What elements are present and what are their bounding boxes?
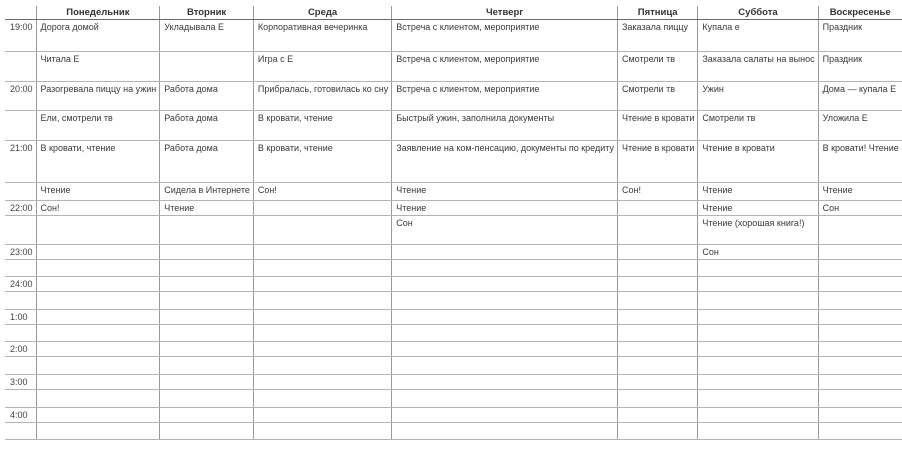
schedule-cell-tuesday [160,245,254,260]
time-cell: 24:00 [5,277,36,292]
table-row [5,375,902,390]
schedule-cell-sunday [818,423,902,440]
schedule-cell-tuesday [160,342,254,357]
schedule-cell-friday [617,375,697,390]
schedule-cell-friday [617,423,697,440]
schedule-cell-saturday [698,260,818,277]
schedule-cell-monday [36,310,160,325]
day-header-wednesday: Среда [253,6,391,20]
schedule-cell-tuesday: Сидела в Интернете [160,183,254,201]
table-row [5,82,902,111]
schedule-cell-sunday [818,277,902,292]
schedule-cell-friday [617,216,697,245]
schedule-cell-saturday [698,375,818,390]
schedule-cell-friday [617,201,697,216]
schedule-cell-tuesday [160,52,254,82]
table-row [5,357,902,375]
schedule-cell-monday [36,423,160,440]
schedule-cell-sunday: Сон [818,201,902,216]
schedule-cell-sunday [818,325,902,342]
schedule-cell-thursday: Чтение [392,201,618,216]
schedule-cell-saturday [698,357,818,375]
table-row [5,201,902,216]
schedule-cell-saturday: Чтение в кровати [698,141,818,183]
schedule-cell-thursday [392,260,618,277]
schedule-cell-sunday: Чтение [818,183,902,201]
time-cell [5,52,36,82]
schedule-cell-saturday [698,390,818,408]
schedule-cell-saturday [698,292,818,310]
schedule-cell-tuesday [160,375,254,390]
schedule-cell-thursday [392,423,618,440]
time-cell: 2:00 [5,342,36,357]
table-row [5,325,902,342]
schedule-cell-tuesday [160,310,254,325]
schedule-cell-thursday [392,390,618,408]
schedule-cell-wednesday [253,408,391,423]
schedule-cell-tuesday [160,357,254,375]
schedule-cell-wednesday [253,423,391,440]
schedule-cell-monday [36,342,160,357]
schedule-cell-monday [36,408,160,423]
table-row [5,141,902,183]
schedule-cell-saturday: Ужин [698,82,818,111]
schedule-cell-thursday [392,292,618,310]
schedule-cell-tuesday: Работа дома [160,111,254,141]
schedule-cell-thursday [392,325,618,342]
schedule-cell-saturday [698,310,818,325]
day-header-tuesday: Вторник [160,6,254,20]
table-row [5,408,902,423]
schedule-cell-monday [36,390,160,408]
schedule-cell-friday: Смотрели тв [617,82,697,111]
schedule-cell-monday [36,357,160,375]
schedule-cell-thursday: Быстрый ужин, заполнила документы [392,111,618,141]
schedule-cell-sunday [818,408,902,423]
schedule-cell-thursday: Встреча с клиентом, мероприятие [392,82,618,111]
time-cell: 1:00 [5,310,36,325]
schedule-cell-friday [617,342,697,357]
schedule-cell-thursday: Встреча с клиентом, мероприятие [392,52,618,82]
weekly-schedule-table [5,6,902,440]
table-row [5,277,902,292]
schedule-cell-friday [617,292,697,310]
schedule-cell-sunday [818,375,902,390]
schedule-cell-monday [36,325,160,342]
schedule-cell-wednesday [253,277,391,292]
time-cell [5,111,36,141]
schedule-cell-thursday: Встреча с клиентом, мероприятие [392,20,618,52]
schedule-cell-wednesday [253,342,391,357]
time-cell: 23:00 [5,245,36,260]
schedule-cell-saturday [698,342,818,357]
schedule-cell-saturday: Сон [698,245,818,260]
schedule-cell-thursday [392,375,618,390]
schedule-cell-saturday: Смотрели тв [698,111,818,141]
time-cell: 20:00 [5,82,36,111]
schedule-cell-friday [617,245,697,260]
schedule-cell-wednesday: Сон! [253,183,391,201]
schedule-cell-wednesday [253,245,391,260]
schedule-cell-friday [617,357,697,375]
table-row [5,292,902,310]
schedule-cell-tuesday: Работа дома [160,82,254,111]
schedule-cell-monday [36,375,160,390]
schedule-cell-monday: Читала Е [36,52,160,82]
schedule-cell-tuesday [160,390,254,408]
table-row [5,52,902,82]
schedule-cell-wednesday [253,216,391,245]
time-cell: 22:00 [5,201,36,216]
schedule-cell-friday [617,310,697,325]
schedule-cell-monday: Ели, смотрели тв [36,111,160,141]
schedule-cell-friday: Чтение в кровати [617,141,697,183]
schedule-cell-sunday: В кровати! Чтение [818,141,902,183]
schedule-cell-wednesday: В кровати, чтение [253,141,391,183]
header-row [5,6,902,20]
schedule-cell-friday [617,390,697,408]
schedule-cell-monday: В кровати, чтение [36,141,160,183]
schedule-cell-friday: Чтение в кровати [617,111,697,141]
day-header-sunday: Воскресенье [818,6,902,20]
table-row [5,20,902,52]
schedule-cell-sunday: Праздник [818,52,902,82]
schedule-cell-monday [36,216,160,245]
schedule-cell-saturday [698,277,818,292]
schedule-cell-thursday [392,408,618,423]
table-row [5,245,902,260]
schedule-cell-tuesday [160,423,254,440]
schedule-cell-tuesday [160,277,254,292]
schedule-cell-wednesday [253,310,391,325]
schedule-cell-monday [36,260,160,277]
time-cell: 19:00 [5,20,36,52]
schedule-cell-friday: Заказала пиццу [617,20,697,52]
schedule-cell-tuesday: Укладывала Е [160,20,254,52]
schedule-cell-friday: Сон! [617,183,697,201]
schedule-cell-monday [36,292,160,310]
schedule-cell-sunday: Праздник [818,20,902,52]
schedule-cell-tuesday [160,216,254,245]
time-header [5,6,36,20]
schedule-cell-friday [617,277,697,292]
schedule-cell-monday [36,245,160,260]
schedule-cell-tuesday: Чтение [160,201,254,216]
table-row [5,390,902,408]
schedule-cell-friday: Смотрели тв [617,52,697,82]
day-header-friday: Пятница [617,6,697,20]
time-cell [5,216,36,245]
schedule-cell-tuesday [160,408,254,423]
schedule-cell-wednesday: Игра с Е [253,52,391,82]
schedule-cell-monday [36,277,160,292]
schedule-cell-sunday [818,390,902,408]
time-cell [5,357,36,375]
schedule-cell-thursday [392,342,618,357]
schedule-cell-saturday [698,423,818,440]
schedule-cell-sunday [818,292,902,310]
schedule-cell-wednesday [253,260,391,277]
table-row [5,310,902,325]
schedule-cell-tuesday [160,260,254,277]
day-header-monday: Понедельник [36,6,160,20]
schedule-cell-saturday [698,325,818,342]
schedule-cell-sunday [818,342,902,357]
schedule-cell-monday: Сон! [36,201,160,216]
schedule-cell-friday [617,260,697,277]
day-header-saturday: Суббота [698,6,818,20]
schedule-cell-saturday: Заказала салаты на вынос [698,52,818,82]
schedule-cell-saturday: Чтение [698,183,818,201]
schedule-cell-saturday: Чтение [698,201,818,216]
schedule-cell-tuesday [160,292,254,310]
day-header-thursday: Четверг [392,6,618,20]
schedule-cell-thursday [392,277,618,292]
time-cell [5,292,36,310]
table-row [5,342,902,357]
schedule-cell-tuesday: Работа дома [160,141,254,183]
schedule-cell-thursday [392,245,618,260]
schedule-cell-sunday [818,245,902,260]
schedule-cell-thursday [392,310,618,325]
schedule-cell-monday: Разогревала пиццу на ужин [36,82,160,111]
schedule-cell-wednesday [253,292,391,310]
time-cell [5,423,36,440]
schedule-cell-wednesday: В кровати, чтение [253,111,391,141]
schedule-cell-sunday [818,310,902,325]
time-cell: 4:00 [5,408,36,423]
time-cell: 21:00 [5,141,36,183]
time-cell [5,325,36,342]
table-row [5,423,902,440]
schedule-cell-sunday: Уложила Е [818,111,902,141]
schedule-cell-thursday: Заявление на ком-пенсацию, документы по кредиту [392,141,618,183]
time-cell [5,390,36,408]
schedule-cell-wednesday [253,375,391,390]
schedule-cell-sunday: Дома — купала Е [818,82,902,111]
table-row [5,216,902,245]
schedule-cell-wednesday [253,325,391,342]
schedule-cell-friday [617,408,697,423]
schedule-cell-sunday [818,357,902,375]
table-row [5,260,902,277]
schedule-cell-friday [617,325,697,342]
time-cell [5,260,36,277]
schedule-cell-wednesday [253,357,391,375]
schedule-cell-thursday: Чтение [392,183,618,201]
schedule-cell-saturday: Купала е [698,20,818,52]
table-row [5,111,902,141]
schedule-cell-monday: Чтение [36,183,160,201]
time-cell: 3:00 [5,375,36,390]
schedule-cell-sunday [818,260,902,277]
time-cell [5,183,36,201]
schedule-cell-sunday [818,216,902,245]
schedule-cell-wednesday [253,390,391,408]
schedule-cell-tuesday [160,325,254,342]
schedule-cell-wednesday: Прибралась, готовилась ко сну [253,82,391,111]
schedule-cell-thursday [392,357,618,375]
schedule-cell-thursday: Сон [392,216,618,245]
table-row [5,183,902,201]
schedule-cell-wednesday [253,201,391,216]
schedule-cell-wednesday: Корпоративная вечеринка [253,20,391,52]
schedule-body [5,20,902,440]
schedule-cell-saturday [698,408,818,423]
schedule-cell-saturday: Чтение (хорошая книга!) [698,216,818,245]
schedule-cell-monday: Дорога домой [36,20,160,52]
